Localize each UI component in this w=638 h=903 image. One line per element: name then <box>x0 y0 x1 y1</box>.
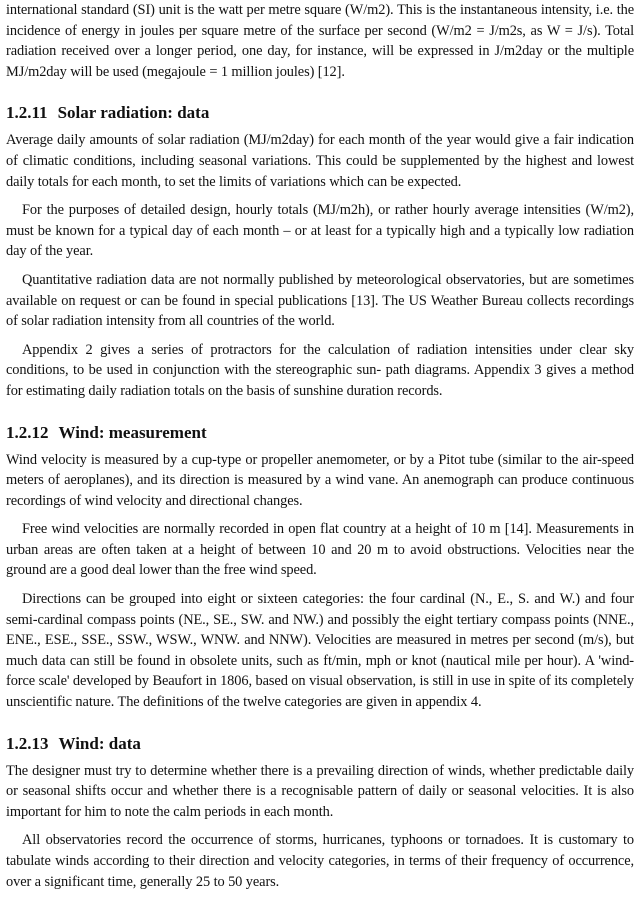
paragraph: All observatories record the occurrence of storms, hurricanes, typhoons or tornadoes. It is customary to tabulate winds according to their direction and velocity categories, in terms of their frequency of occurrence, over a significant time, generally 25 to 50 years. <box>6 832 634 890</box>
section-number: 1.2.13 <box>6 733 49 753</box>
paragraph: Directions can be grouped into eight or sixteen categories: the four cardinal (N., E., S. and W.) and four semi-cardinal compass points (NE., SE., SW. and NW.) and possibly the eight tertiary compass points (NNE., ENE., ESE., SSE., SSW., WSW., WNW. and NNW). Velocities are measured in metres per second (m/s), but much data can still be found in obsolete units, such as ft/min, mph or knot (nautical mile per hour). A 'wind-force scale' developed by Beaufort in 1806, based on visual observation, is still in use in spite of its completely unscientific nature. The definitions of the twelve categories are given in appendix 4. <box>6 591 634 711</box>
paragraph: For the purposes of detailed design, hourly totals (MJ/m2h), or rather hourly average intensities (W/m2), must be known for a typical day of each month – or at least for a typically high and a typically low radiation day of the year. <box>6 202 634 260</box>
section-heading-1-2-11 <box>6 102 634 124</box>
section-heading-1-2-12 <box>6 422 634 444</box>
paragraph: Appendix 2 gives a series of protractors for the calculation of radiation intensities under clear sky conditions, to be used in conjunction with the stereographic sun- path diagrams. Appendix 3 gives a method for estimating daily radiation totals on the basis of sunshine duration records. <box>6 341 634 399</box>
section-title: Wind: measurement <box>58 422 207 442</box>
section-title: Wind: data <box>58 733 141 753</box>
intro-paragraph: international standard (SI) unit is the watt per metre square (W/m2). This is the instantaneous intensity, i.e. the incidence of energy in joules per square metre of the surface per second (W/m2 = J/m2s, as W = J/s). Total radiation received over a longer period, one day, for instance, will be expressed in J/m2day or the multiple MJ/m2day will be used (megajoule = 1 million joules) [12]. <box>6 2 634 80</box>
section-title: Solar radiation: data <box>57 103 210 123</box>
section-number: 1.2.11 <box>6 103 48 123</box>
paragraph: Quantitative radiation data are not normally published by meteorological observatories, but are sometimes available on request or can be found in special publications [13]. The US Weather Bureau collects recordings of solar radiation intensity from all countries of the world. <box>6 271 634 330</box>
section-number: 1.2.12 <box>6 422 49 442</box>
section-heading-1-2-13 <box>6 733 634 755</box>
paragraph: Free wind velocities are normally recorded in open flat country at a height of 10 m [14]. Measurements in urban areas are often taken at a height of between 10 and 20 m to avoid obstructions. Velocities near the ground are a good deal lower than the free wind speed. <box>6 521 634 579</box>
paragraph: The designer must try to determine whether there is a prevailing direction of winds, whether predictable daily or seasonal shifts occur and whether there is a recognisable pattern of daily or seasonal velocities. It is also important for him to note the calm periods in each month. <box>6 762 634 820</box>
paragraph: Wind velocity is measured by a cup-type or propeller anemometer, or by a Pitot tube (similar to the air-speed meters of aeroplanes), and its direction is measured by a wind vane. An anemograph can produce continuous recordings of wind velocity and directional changes. <box>6 451 634 509</box>
paragraph: Average daily amounts of solar radiation (MJ/m2day) for each month of the year would give a fair indication of climatic conditions, including seasonal variations. This could be supplemented by the highest and lowest daily totals for each month, to set the limits of variations which can be expected. <box>6 132 634 190</box>
